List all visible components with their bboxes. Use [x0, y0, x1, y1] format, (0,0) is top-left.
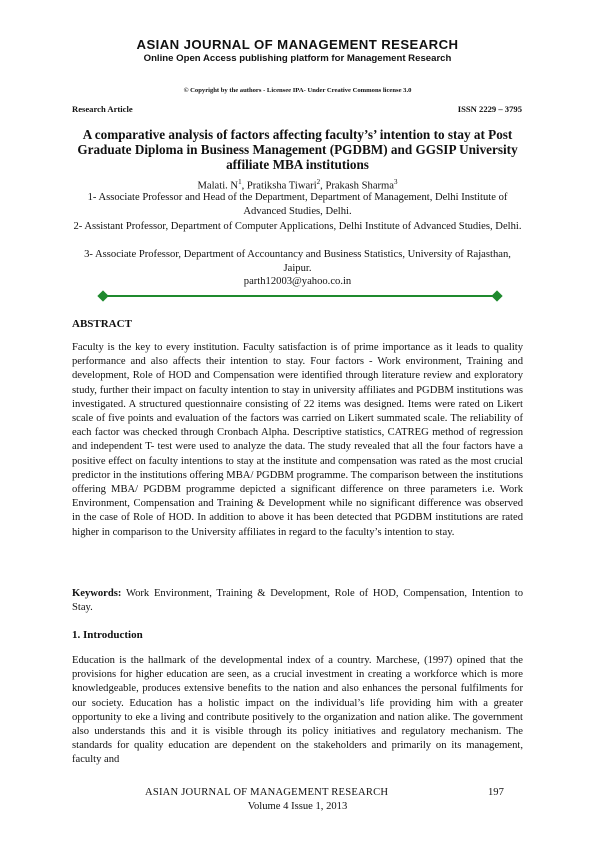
introduction-text: Education is the hallmark of the developmental index of a country. Marchese, (1997) opined that the provisions for higher education are seen, as a crucial investment in creating a workforce which is more knowledgeable, produces extensive benefits to the nation and also enhances the personal fulfilments for our society. Education has a holistic impact on the individual’s life providing him with a greater opportunity to eke a living and contribute positively to the organization and nation alike. The government also understands this and it is visible through its policy initiatives and regulatory mechanism. The standards for quality education are dependent on the stakeholders and primarily on its management, faculty and: [72, 655, 523, 766]
footer-volume: Volume 4 Issue 1, 2013: [247, 801, 348, 812]
author-affiliation-mark: 1: [238, 178, 242, 186]
affiliation-1: 1- Associate Professor and Head of the Department, Department of Management, Delhi Institute of Advanced Studies, Delhi.: [87, 192, 508, 218]
author-name: Malati. N: [197, 180, 239, 192]
article-title: A comparative analysis of factors affecting faculty’s’ intention to stay at Post Graduate Diploma in Business Management (PGDBM) and GGSIP University affiliate MBA institutions: [77, 127, 518, 172]
author-list: Malati. $N^1$, Pratiksha Tiwari$^2$, Prakash Sharma$^3$: [197, 178, 398, 192]
abstract-text: Faculty is the key to every institution. Faculty satisfaction is of prime importance as it leads to quality performance and also affects their intention to stay. Four factors - Work environment, Training and development, Role of HOD and Compensation were identified through literature review and exploratory study, further their impact on faculty intention to stay in university affiliates and PGDBM institutions was investigated. A structured questionnaire consisting of 22 items was designed. Items were rated on Likert scale of five points and evaluation of the factors was carried on Likert summated scale. The reliability of each factor was checked through Cronbach Alpha. Descriptive statistics, CATREG method of regression and independent T- test were used to analyze the data. The study revealed that all the four factors have a positive effect on faculty intentions to stay at the institute and compensation was rated as the most crucial predictor in the institutions offering MBA/ PGDBM programme. The comparison between the institutions offering MBA/ PGDBM programme depicted a significant difference on three parameters i.e. Work Environment, Compensation and Training & Development while no significant difference was observed in the case of Role of HOD. In addition to above it has been detected that PGDBM institutions are rated higher in comparison to the University affiliates in regard to the faculty’s intention to stay.: [72, 342, 523, 538]
author-affiliation-mark: 3: [394, 178, 398, 186]
affiliation-3: 3- Associate Professor, Department of Accountancy and Business Statistics, University of Rajasthan, Jaipur.: [84, 249, 511, 275]
journal-title: ASIAN JOURNAL OF MANAGEMENT RESEARCH: [136, 37, 459, 52]
article-type: Research Article: [72, 104, 133, 114]
green-divider: [103, 295, 497, 297]
divider-right-diamond: [491, 290, 502, 301]
author-affiliation-mark: 2: [316, 178, 321, 186]
affiliation-2: 2- Assistant Professor, Department of Computer Applications, Delhi Institute of Advanced Studies, Delhi.: [73, 221, 522, 232]
author-email: parth12003@yahoo.co.in: [243, 276, 352, 287]
abstract-heading: ABSTRACT: [72, 318, 132, 330]
journal-subtitle: Online Open Access publishing platform for Management Research: [143, 53, 452, 64]
copyright-notice: © Copyright by the authors - Licensee IPA- Under Creative Commons license 3.0: [183, 87, 412, 94]
divider-left-diamond: [97, 290, 108, 301]
author-name: Pratiksha Tiwari: [246, 180, 317, 192]
author-name: Prakash Sharma: [325, 180, 394, 192]
keywords-label: Keywords:: [72, 588, 122, 599]
page-number: 197: [488, 787, 504, 798]
keywords: [72, 587, 523, 615]
introduction-heading: 1. Introduction: [72, 629, 143, 641]
footer-journal: ASIAN JOURNAL OF MANAGEMENT RESEARCH: [145, 787, 389, 798]
keywords-text: Work Environment, Training & Development, Role of HOD, Compensation, Intention to Stay.: [72, 588, 523, 614]
issn: ISSN 2229 – 3795: [457, 104, 522, 114]
